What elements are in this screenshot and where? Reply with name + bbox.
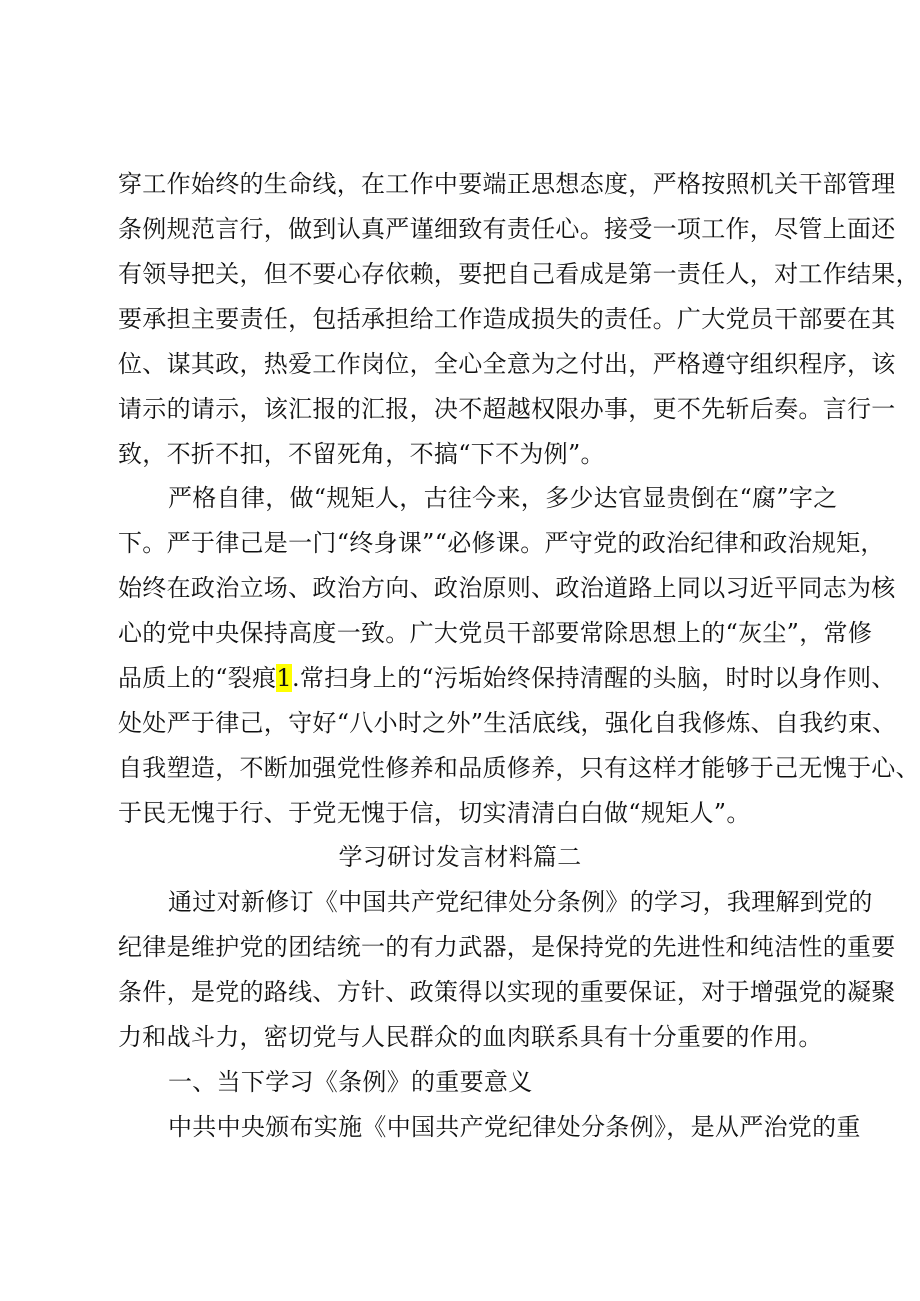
paragraph-line: 自我塑造，不断加强党性修养和品质修养，只有这样才能够于己无愧于心、 (118, 754, 920, 782)
paragraph-line: 纪律是维护党的团结统一的有力武器，是保持党的先进性和纯洁性的重要 (118, 933, 896, 961)
line-text-before: 品质上的“裂痕 (118, 664, 277, 692)
paragraph-line: 请示的请示，该汇报的汇报，决不超越权限办事，更不先斩后奏。言行一 (118, 395, 896, 423)
paragraph-line: 处处严于律己，守好“八小时之外”生活底线，强化自我修炼、自我约束、 (118, 709, 897, 737)
highlighted-text: 1 (276, 664, 292, 692)
paragraph-line-highlighted (118, 662, 896, 694)
paragraph-line: 穿工作始终的生命线，在工作中要端正思想态度，严格按照机关干部管理 (118, 170, 896, 198)
paragraph-line: 位、谋其政，热爱工作岗位，全心全意为之付出，严格遵守组织程序，该 (118, 350, 896, 378)
paragraph-line: 中共中央颁布实施《中国共产党纪律处分条例》，是从严治党的重 (168, 1113, 861, 1141)
paragraph-line: 有领导把关，但不要心存依赖，要把自己看成是第一责任人，对工作结果， (118, 260, 920, 288)
paragraph-line: 通过对新修订《中国共产党纪律处分条例》的学习，我理解到党的 (168, 888, 873, 916)
paragraph-line: 要承担主要责任，包括承担给工作造成损失的责任。广大党员干部要在其 (118, 305, 896, 333)
paragraph-line: 致，不折不扣，不留死角，不搞“下不为例”。 (118, 440, 605, 468)
paragraph-line: 条例规范言行，做到认真严谨细致有责任心。接受一项工作，尽管上面还 (118, 215, 896, 243)
paragraph-line: 心的党中央保持高度一致。广大党员干部要常除思想上的“灰尘”，常修 (118, 619, 873, 647)
section-heading: 学习研讨发言材料篇二 (338, 843, 582, 871)
paragraph-line: 条件，是党的路线、方针、政策得以实现的重要保证，对于增强党的凝聚 (118, 978, 896, 1006)
paragraph-line: 于民无愧于行、于党无愧于信，切实清清白白做“规矩人”。 (118, 799, 751, 827)
line-text-after: .常扫身上的“污垢始终保持清醒的头脑，时时以身作则、 (291, 664, 896, 692)
paragraph-line: 下。严于律己是一门“终身课”“必修课。严守党的政治纪律和政治规矩， (118, 529, 885, 557)
paragraph-line: 严格自律，做“规矩人，古往今来，多少达官显贵倒在“腐”字之 (168, 484, 838, 512)
paragraph-line: 力和战斗力，密切党与人民群众的血肉联系具有十分重要的作用。 (118, 1023, 823, 1051)
paragraph-line: 始终在政治立场、政治方向、政治原则、政治道路上同以习近平同志为核 (118, 574, 896, 602)
subsection-heading: 一、当下学习《条例》的重要意义 (168, 1068, 533, 1096)
